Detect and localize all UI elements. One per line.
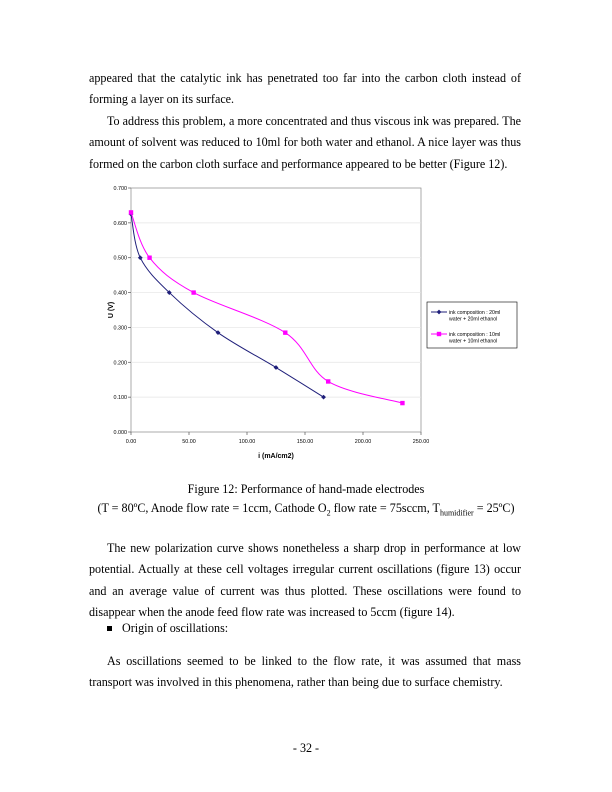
x-tick-label: 50.00	[182, 439, 196, 445]
x-tick-label: 100.00	[238, 439, 256, 445]
x-tick-label: 0.00	[125, 439, 137, 445]
paragraph-2: To address this problem, a more concentrated and thus viscous ink was prepared. The amount of solvent was reduced to 10ml for both water and ethanol. A nice layer was thus formed on the carbon cloth surface and performance appeared to be better (Figure 12).	[89, 114, 521, 171]
y-tick-label: 0.100	[113, 395, 127, 402]
data-point-series-2	[400, 401, 404, 405]
legend-label-2: water + 10ml ethanol	[449, 338, 498, 345]
y-tick-label: 0.500	[113, 255, 127, 262]
paragraph-3: The new polarization curve shows nonetheless a sharp drop in performance at low potential. Actually at these cell voltages irregular current oscillations (figure 13) occur and an average value of current was thus plotted. These oscillations were found to disappear when the anode feed flow rate was increased to 5ccm (figure 14).	[89, 541, 521, 620]
legend-label-2: ink composition : 10ml	[449, 331, 501, 338]
y-tick-label: 0.400	[113, 290, 127, 297]
caption-text: (T = 80ºC, Anode flow rate = 1ccm, Cathode O	[97, 501, 327, 515]
legend-label-1: ink composition : 20ml	[449, 309, 501, 316]
data-point-series-2	[283, 330, 287, 334]
plot-area	[131, 188, 421, 432]
caption-text: flow rate = 75sccm, T	[330, 501, 440, 515]
data-point-series-2	[191, 290, 195, 294]
legend-label-1: water + 20ml ethanol	[449, 316, 498, 323]
y-tick-label: 0.000	[113, 430, 127, 436]
caption-subscript: 2	[326, 508, 331, 518]
y-tick-label: 0.300	[113, 325, 127, 332]
x-axis-label: i (mA/cm2)	[258, 453, 294, 460]
y-tick-label: 0.600	[113, 220, 127, 227]
paragraph-4: As oscillations seemed to be linked to the flow rate, it was assumed that mass transport was involved in this phenomena, rather than being due to surface chemistry.	[89, 654, 521, 690]
y-tick-label: 0.200	[113, 360, 127, 367]
data-point-series-2	[326, 379, 330, 383]
caption-subscript: humidifier	[439, 508, 474, 518]
bullet-text: Origin of oscillations:	[122, 621, 229, 635]
polarization-chart	[104, 180, 524, 462]
y-tick-label: 0.700	[113, 186, 127, 192]
caption-text: = 25ºC)	[473, 501, 515, 515]
bullet-item	[107, 621, 228, 636]
y-axis-label: U (V)	[108, 301, 115, 319]
page-number: - 32 -	[292, 741, 320, 755]
data-point-series-2	[129, 210, 133, 214]
bullet-square-icon	[107, 626, 112, 631]
figure-caption-conditions	[60, 500, 552, 521]
figure-caption-title: Figure 12: Performance of hand-made electrodes	[187, 482, 425, 496]
x-tick-label: 200.00	[354, 439, 372, 445]
paragraph-1: appeared that the catalytic ink has penetrated too far into the carbon cloth instead of forming a layer on its surface.	[89, 71, 521, 107]
x-tick-label: 150.00	[296, 439, 314, 445]
legend-marker-2	[437, 332, 441, 336]
x-tick-label: 250.00	[412, 439, 430, 445]
data-point-series-2	[147, 256, 151, 260]
